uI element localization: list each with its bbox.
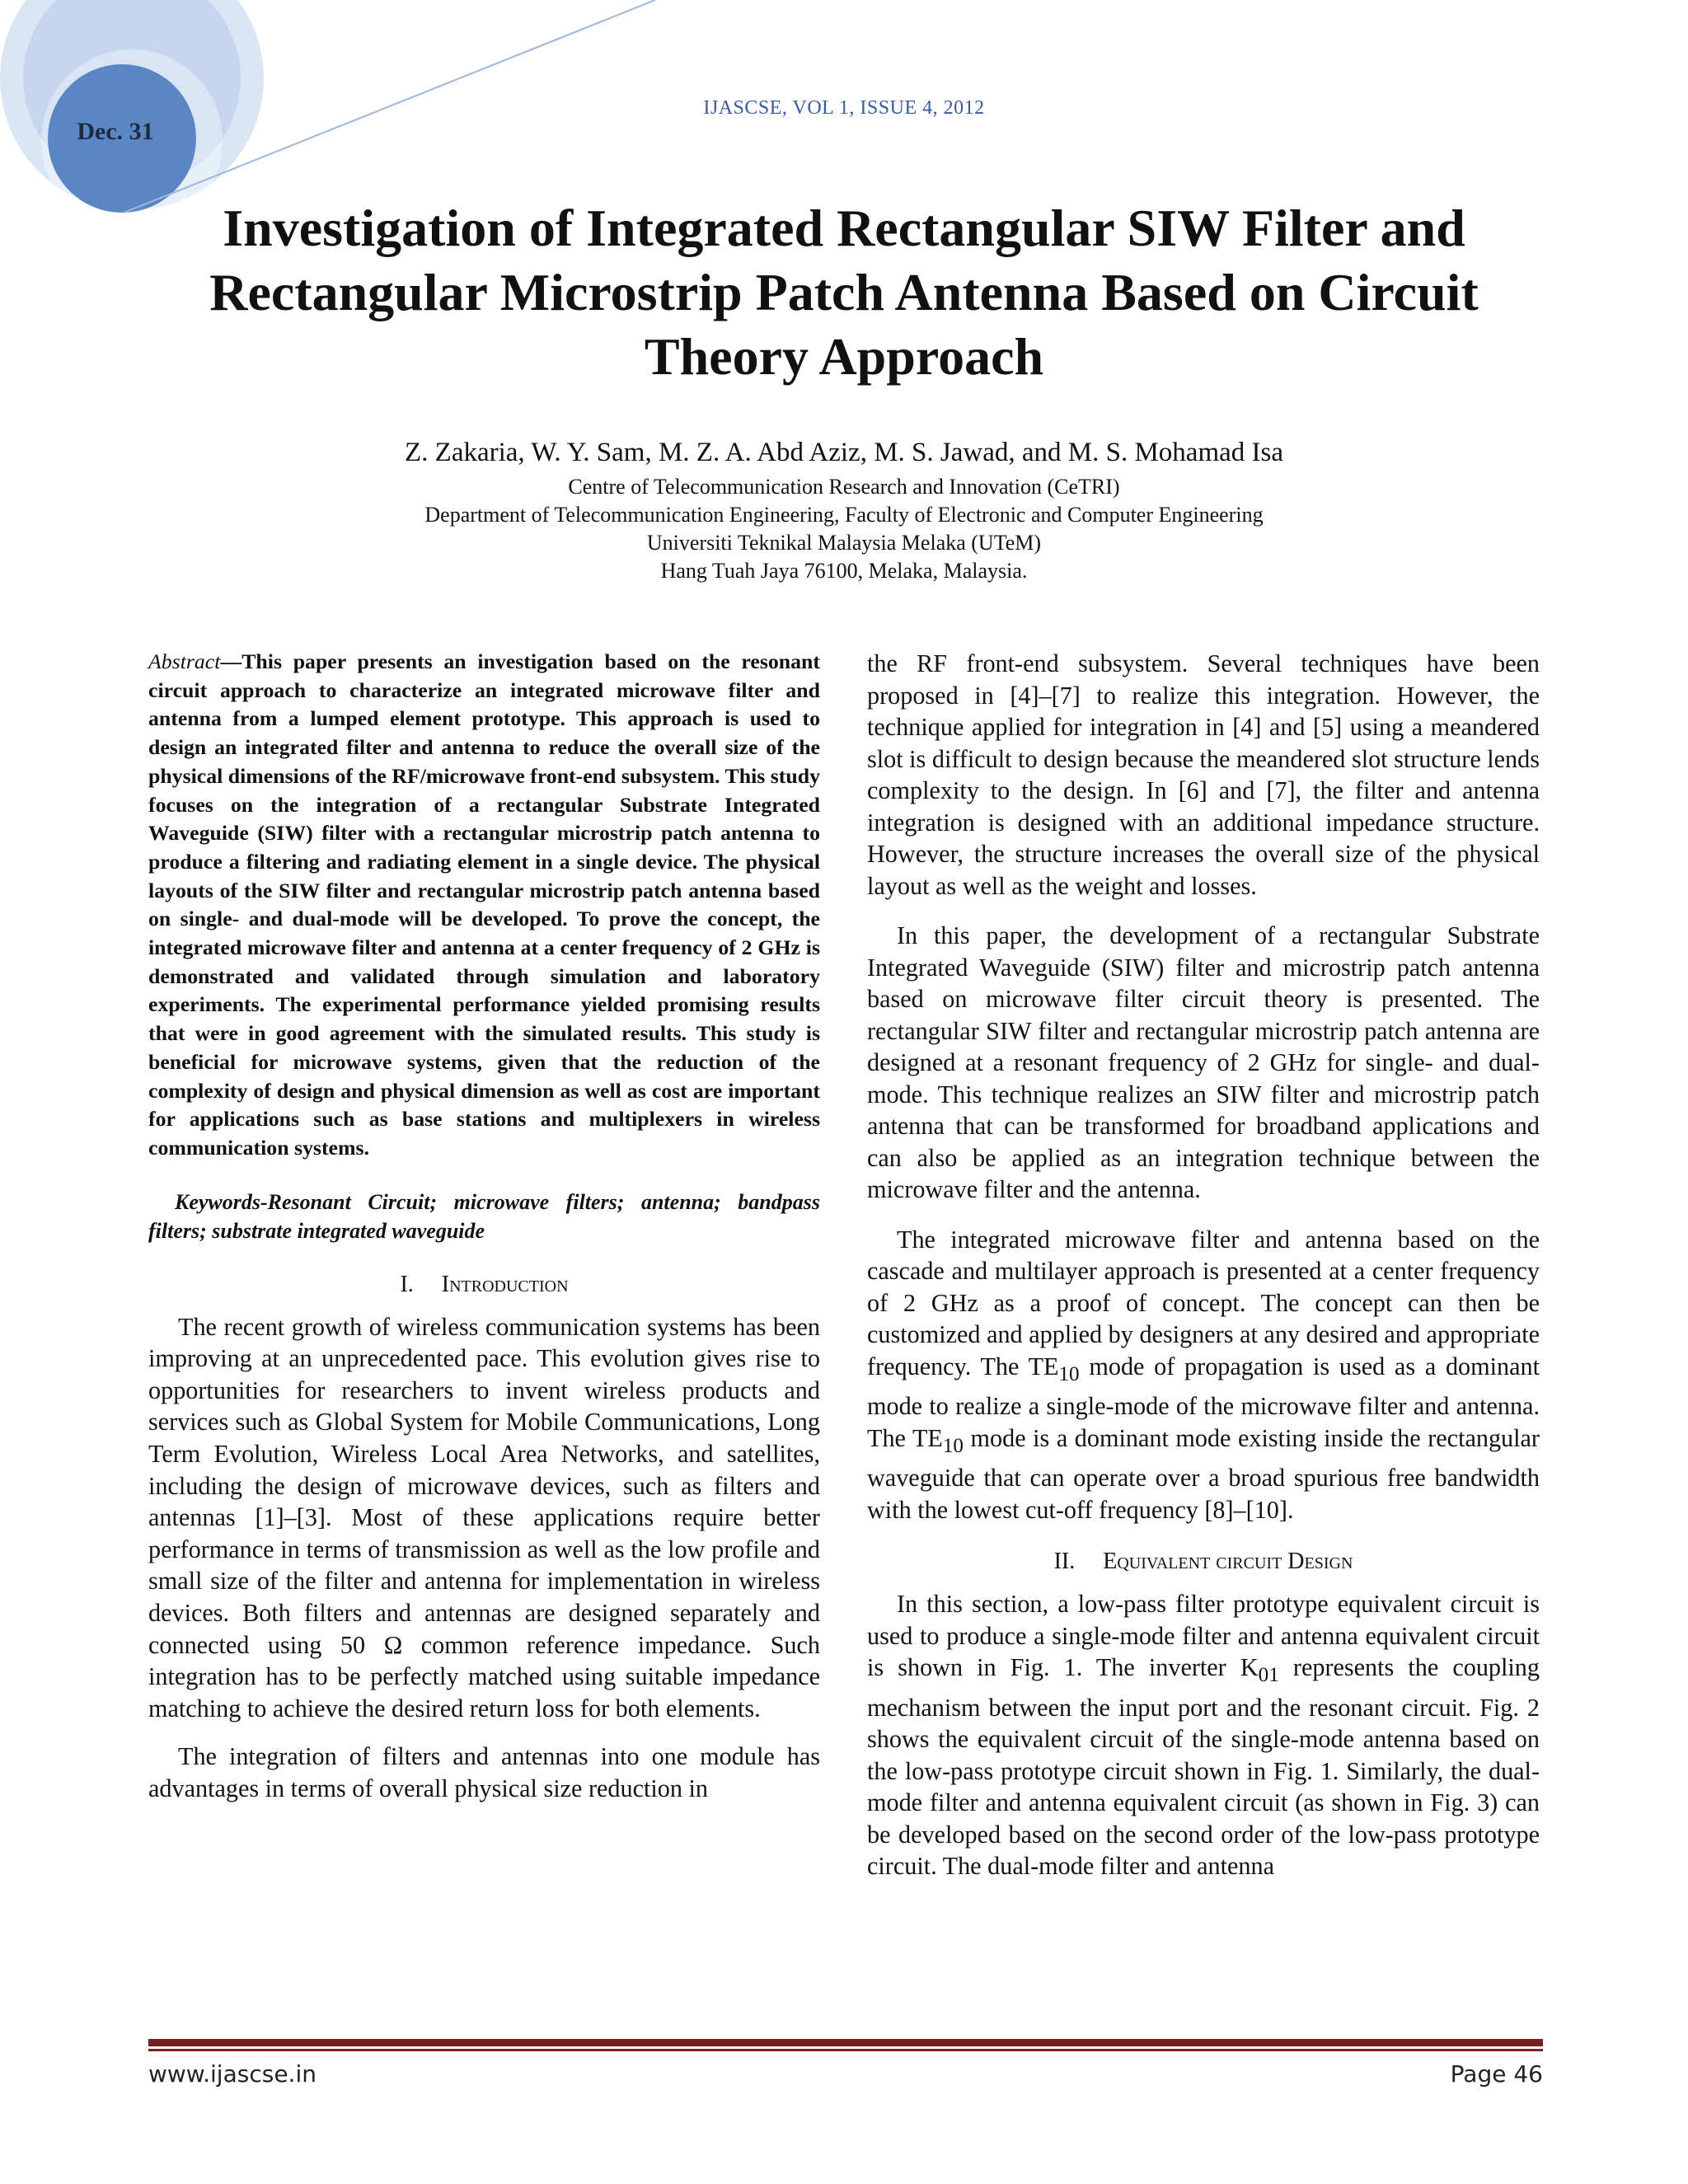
text-run: mode of propagation is used as a dominant mode to realize a single-mode of the microwave filter and antenna. The TE (867, 1352, 1540, 1452)
section-title: Equivalent circuit Design (1103, 1549, 1353, 1575)
keywords: Keywords-Resonant Circuit; microwave filters; antenna; bandpass filters; substrate integrated waveguide (148, 1189, 820, 1243)
text-run: The integrated microwave filter and antenna based on the cascade and multilayer approach is presented at a center frequency of 2 GHz as a proof of concept. The concept can then be customized and applied by designers at any desired and appropriate frequency. The TE (867, 1225, 1540, 1380)
abstract-label: Abstract (148, 649, 221, 673)
affiliation-line: Universiti Teknikal Malaysia Melaka (UTeM) (646, 531, 1042, 555)
footer-website: www.ijascse.in (148, 2060, 316, 2088)
paper-title: Investigation of Integrated Rectangular SIW Filter and Rectangular Microstrip Patch Antenna Based on Circuit Theory Approach (209, 199, 1479, 386)
page-number: Page 46 (1450, 2060, 1543, 2088)
text-run: represents the coupling mechanism between the input port and the resonant circuit. Fig. 2 shows the equivalent circuit of the single-mode antenna based on the low-pass prototype circuit shown in Fig. 1. Similarly, the dual-mode filter and antenna equivalent circuit (as shown in Fig. 3) can be developed based on the second order of the low-pass prototype circuit. The dual-mode filter and antenna (867, 1653, 1540, 1881)
body-paragraph: the RF front-end subsystem. Several techniques have been proposed in [4]–[7] to realize this integration. However, the technique applied for integration in [4] and [5] using a meandered slot is difficult to design because the meandered slot structure lends complexity to the design. In [6] and [7], the filter and antenna integration is designed with an additional impedance structure. However, the structure increases the overall size of the physical layout as well as the weight and losses. (867, 649, 1540, 900)
section-title: Introduction (441, 1271, 569, 1297)
affiliation-line: Department of Telecommunication Engineering, Faculty of Electronic and Computer Engineering (424, 503, 1264, 527)
text-run: In this section, a low-pass filter prototype equivalent circuit is used to produce a single-mode filter and antenna equivalent circuit is shown in Fig. 1. The inverter K (867, 1590, 1540, 1682)
date-badge: Dec. 31 (77, 118, 154, 145)
body-paragraph (867, 1588, 1540, 1882)
affiliation-block (0, 473, 1688, 585)
abstract-text: This paper presents an investigation based on the resonant circuit approach to characterize an integrated microwave filter and antenna from a lumped element prototype. This approach is used to design an integrated filter and antenna to reduce the overall size of the physical dimensions of the RF/microwave front-end subsystem. This study focuses on the integration of a rectangular Substrate Integrated Waveguide (SIW) filter with a rectangular microstrip patch antenna to produce a filtering and radiating element in a single device. The physical layouts of the SIW filter and rectangular microstrip patch antenna based on single- and dual-mode will be developed. To prove the concept, the integrated microwave filter and antenna at a center frequency of 2 GHz is demonstrated and validated through simulation and laboratory experiments. The experimental performance yielded promising results that were in good agreement with the simulated results. This study is beneficial for microwave systems, given that the reduction of the complexity of design and physical dimension as well as cost are important for applications such as base stations and multiplexers in wireless communication systems. (148, 649, 820, 1160)
body-paragraph: The integration of filters and antennas into one module has advantages in terms of overall physical size reduction in (148, 1742, 820, 1802)
body-paragraph: The recent growth of wireless communication systems has been improving at an unprecedented pace. This evolution gives rise to opportunities for researchers to invent wireless products and services such as Global System for Mobile Communications, Long Term Evolution, Wireless Local Area Networks, and satellites, including the design of microwave devices, such as filters and antennas [1]–[3]. Most of these applications require better performance in terms of transmission as well as the low profile and small size of the filter and antenna for implementation in wireless devices. Both filters and antennas are designed separately and connected using 50 Ω common reference impedance. Such integration has to be perfectly matched using suitable impedance matching to achieve the desired return loss for both elements. (148, 1312, 820, 1722)
footer-rule-thick (148, 2039, 1543, 2046)
section-number: I. (400, 1271, 414, 1297)
subscript: 10 (1058, 1362, 1080, 1385)
body-paragraph: In this paper, the development of a rectangular Substrate Integrated Waveguide (SIW) filter and microstrip patch antenna based on microwave filter circuit theory is presented. The rectangular SIW filter and rectangular microstrip patch antenna are designed at a resonant frequency of 2 GHz for single- and dual-mode. This technique realizes an SIW filter and microstrip patch antenna that can be transformed for broadband applications and can also be applied as an integration technique between the microwave filter and the antenna. (867, 921, 1540, 1203)
right-column (867, 648, 1540, 1882)
abstract: Abstract—This paper presents an investigation based on the resonant circuit approach to characterize an integrated microwave filter and antenna from a lumped element prototype. This approach is used to design an integrated filter and antenna to reduce the overall size of the physical dimensions of the RF/microwave front-end subsystem. This study focuses on the integration of a rectangular Substrate Integrated Waveguide (SIW) filter with a rectangular microstrip patch antenna to produce a filtering and radiating element in a single device. The physical layouts of the SIW filter and rectangular microstrip patch antenna based on single- and dual-mode will be developed. To prove the concept, the integrated microwave filter and antenna at a center frequency of 2 GHz is demonstrated and validated through simulation and laboratory experiments. The experimental performance yielded promising results that were in good agreement with the simulated results. This study is beneficial for microwave systems, given that the reduction of the complexity of design and physical dimension as well as cost are important for applications such as base stations and multiplexers in wireless communication systems. (148, 649, 820, 1160)
journal-header: IJASCSE, VOL 1, ISSUE 4, 2012 (703, 97, 985, 119)
author-list: Z. Zakaria, W. Y. Sam, M. Z. A. Abd Aziz, M. S. Jawad, and M. S. Mohamad Isa (405, 438, 1283, 467)
subscript: 01 (1258, 1664, 1279, 1687)
section-heading-equivalent-circuit (867, 1547, 1540, 1577)
subscript: 10 (942, 1434, 964, 1457)
body-paragraph (867, 1224, 1540, 1526)
affiliation-line: Centre of Telecommunication Research and Innovation (CeTRI) (568, 475, 1120, 499)
section-heading-introduction (148, 1270, 820, 1300)
text-run: mode is a dominant mode existing inside the rectangular waveguide that can operate over a broad spurious free bandwidth with the lowest cut-off frequency [8]–[10]. (867, 1423, 1540, 1524)
section-number: II. (1053, 1549, 1076, 1575)
footer-rule-thin (148, 2049, 1543, 2051)
left-column (148, 648, 820, 1805)
affiliation-line: Hang Tuah Jaya 76100, Melaka, Malaysia. (660, 559, 1028, 583)
